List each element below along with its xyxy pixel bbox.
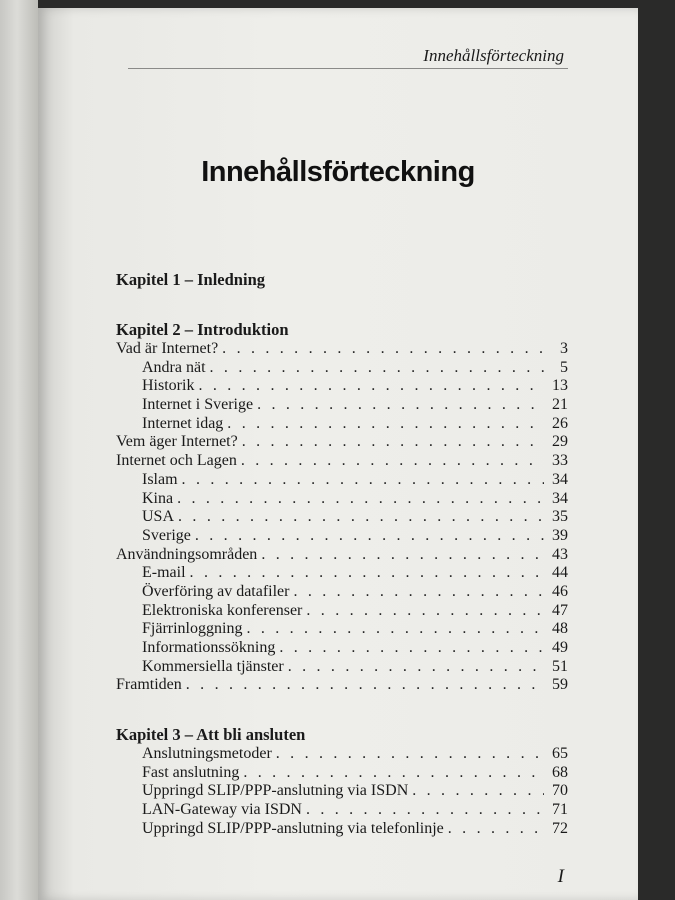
toc-entry-label: Elektroniska konferenser xyxy=(142,601,303,619)
toc-entry-label: LAN-Gateway via ISDN xyxy=(142,801,302,819)
toc-entry-page: 68 xyxy=(552,763,568,781)
toc-entry xyxy=(116,433,568,452)
toc-entry xyxy=(116,340,568,359)
toc-entry xyxy=(116,564,568,583)
toc-entry xyxy=(116,639,568,658)
toc-entry xyxy=(116,490,568,509)
toc-entry-page: 5 xyxy=(560,358,568,376)
toc-entry-page: 59 xyxy=(552,676,568,694)
toc-entry-label: Överföring av datafiler xyxy=(142,582,290,600)
toc-entry-label: Sverige xyxy=(142,526,191,544)
dot-leader xyxy=(195,527,544,546)
toc-entry-label: Fjärrinloggning xyxy=(142,620,243,638)
toc-entry-label: Internet idag xyxy=(142,414,224,432)
toc-entry-label: Internet och Lagen xyxy=(116,452,237,470)
toc-entry-page: 44 xyxy=(552,564,568,582)
toc-entry-page: 43 xyxy=(552,545,568,563)
toc-entry-label: Kommersiella tjänster xyxy=(142,657,284,675)
dot-leader xyxy=(257,396,544,415)
toc-entry xyxy=(116,676,568,695)
toc-entry-label: Uppringd SLIP/PPP-anslutning via ISDN xyxy=(142,782,409,800)
dot-leader xyxy=(412,782,544,801)
toc-entry xyxy=(116,452,568,471)
toc-entry xyxy=(116,745,568,764)
toc-entry-label: Anslutningsmetoder xyxy=(142,745,272,763)
dot-leader xyxy=(261,546,544,565)
toc-entry-label: Andra nät xyxy=(142,358,206,376)
toc-entry xyxy=(116,801,568,820)
toc-entry xyxy=(116,508,568,527)
toc-entry xyxy=(116,377,568,396)
dot-leader xyxy=(288,658,544,677)
toc-entry-page: 51 xyxy=(552,657,568,675)
toc-entry-label: Islam xyxy=(142,470,178,488)
toc-entry xyxy=(116,471,568,490)
dot-leader xyxy=(178,508,544,527)
page-title: Innehållsförteckning xyxy=(201,156,475,188)
toc-entry-page: 26 xyxy=(552,414,568,432)
dot-leader xyxy=(448,820,544,839)
dot-leader xyxy=(190,564,544,583)
toc-entry-page: 13 xyxy=(552,377,568,395)
toc-entry-label: Internet i Sverige xyxy=(142,396,254,414)
toc-entry-label: Vad är Internet? xyxy=(116,340,219,357)
toc-entry-label: Kina xyxy=(142,489,174,507)
toc-entry-page: 33 xyxy=(552,452,568,470)
dot-leader xyxy=(279,639,544,658)
table-of-contents xyxy=(116,270,568,839)
book-page xyxy=(38,8,638,900)
dot-leader xyxy=(242,433,544,452)
toc-entry xyxy=(116,527,568,546)
page-number: I xyxy=(557,866,564,887)
toc-entry xyxy=(116,396,568,415)
toc-entry-label: Informationssökning xyxy=(142,639,276,656)
toc-entry-label: Uppringd SLIP/PPP-anslutning via telefonlinje xyxy=(142,819,444,837)
toc-entry-page: 46 xyxy=(552,582,568,600)
toc-entry xyxy=(116,764,568,783)
toc-entry-page: 47 xyxy=(552,601,568,619)
toc-entry xyxy=(116,602,568,621)
dot-leader xyxy=(222,340,544,359)
toc-entry-label: USA xyxy=(142,508,175,526)
dot-leader xyxy=(241,452,544,471)
toc-entry-page: 70 xyxy=(552,782,568,800)
toc-entry xyxy=(116,820,568,839)
dot-leader xyxy=(306,801,544,820)
chapter-2-heading: Kapitel 2 – Introduktion xyxy=(116,320,289,339)
dot-leader xyxy=(276,745,544,764)
dot-leader xyxy=(186,676,544,695)
toc-entry-page: 49 xyxy=(552,639,568,656)
running-head: Innehållsförteckning xyxy=(423,46,564,65)
toc-entry-label: E-mail xyxy=(142,564,186,582)
toc-entry-label: Fast anslutning xyxy=(142,763,240,781)
toc-entry-page: 65 xyxy=(552,745,568,763)
toc-entry-page: 48 xyxy=(552,620,568,638)
book-spine-edge xyxy=(0,0,38,900)
toc-entry-label: Framtiden xyxy=(116,676,182,694)
toc-entry-page: 3 xyxy=(560,340,568,357)
dot-leader xyxy=(182,471,544,490)
toc-entry-page: 72 xyxy=(552,819,568,837)
toc-entry-page: 29 xyxy=(552,433,568,451)
toc-entry xyxy=(116,782,568,801)
toc-entry xyxy=(116,620,568,639)
toc-entry xyxy=(116,415,568,434)
dot-leader xyxy=(293,583,544,602)
toc-entry xyxy=(116,658,568,677)
dot-leader xyxy=(246,620,544,639)
dot-leader xyxy=(243,764,544,783)
toc-entry xyxy=(116,546,568,565)
header-rule xyxy=(128,68,568,69)
toc-entry-label: Vem äger Internet? xyxy=(116,433,238,451)
chapter-1-heading: Kapitel 1 – Inledning xyxy=(116,270,265,289)
chapter-3-heading: Kapitel 3 – Att bli ansluten xyxy=(116,725,306,745)
dot-leader xyxy=(198,377,544,396)
toc-entry-page: 34 xyxy=(552,470,568,488)
toc-entry xyxy=(116,583,568,602)
dot-leader xyxy=(210,359,544,378)
toc-entry-page: 35 xyxy=(552,508,568,526)
dot-leader xyxy=(306,602,544,621)
dot-leader xyxy=(177,490,544,509)
toc-entry-page: 39 xyxy=(552,526,568,544)
toc-entry-label: Historik xyxy=(142,377,195,395)
toc-entry-page: 71 xyxy=(552,801,568,819)
toc-entry xyxy=(116,359,568,378)
toc-entry-label: Användningsområden xyxy=(116,545,258,563)
toc-entry-page: 34 xyxy=(552,489,568,507)
dot-leader xyxy=(227,415,544,434)
toc-entry-page: 21 xyxy=(552,396,568,414)
